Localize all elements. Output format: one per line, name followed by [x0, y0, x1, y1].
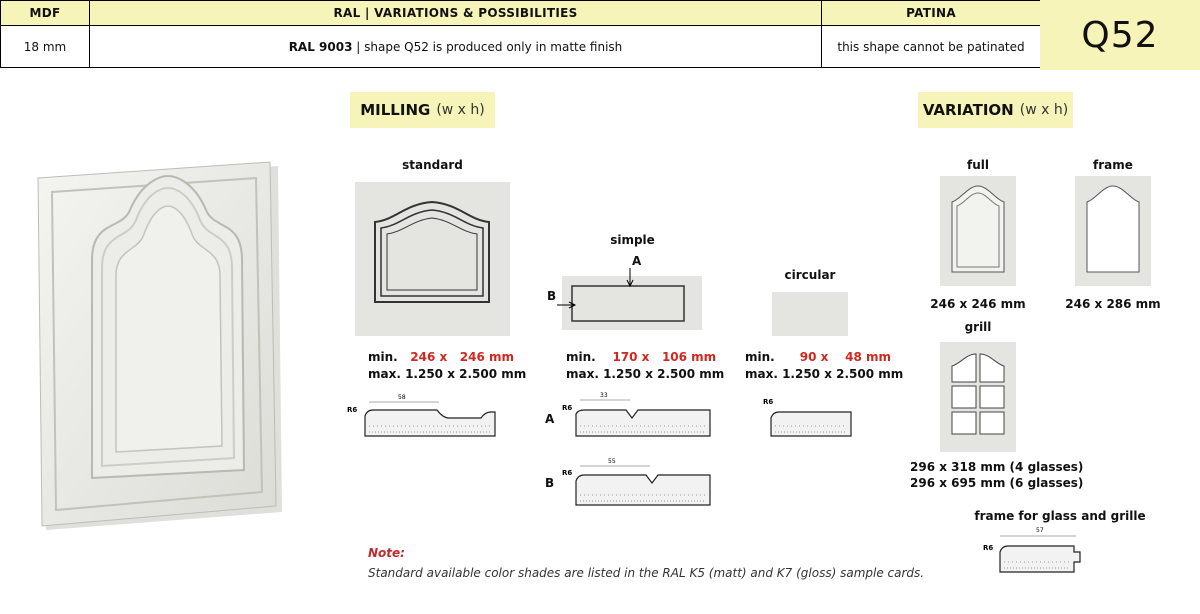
standard-shape-icon	[355, 182, 510, 336]
standard-min-label: min.	[368, 350, 398, 364]
standard-sizes	[368, 349, 526, 383]
simple-profile-b	[560, 455, 720, 510]
note-text: Standard available color shades are listed in the RAL K5 (matt) and K7 (gloss) sample cards.	[368, 566, 925, 580]
header-mdf	[0, 0, 90, 26]
simple-profile-b-r: R6	[562, 469, 573, 477]
standard-caption: standard	[402, 158, 463, 172]
ral-title: RAL | VARIATIONS & POSSIBILITIES	[333, 6, 578, 20]
milling-dim: (w x h)	[436, 102, 485, 118]
variation-label	[918, 92, 1073, 128]
circular-profile-r: R6	[763, 398, 774, 406]
circular-preview	[772, 292, 848, 336]
frame-glass-profile-dim: 57	[1036, 527, 1044, 534]
door-illustration	[30, 160, 300, 540]
grill-sizes	[910, 459, 1083, 491]
standard-profile-dim: 58	[398, 394, 406, 401]
arrow-b-icon	[555, 297, 577, 313]
simple-min-w: 170 x	[612, 350, 650, 364]
simple-marker-b: B	[547, 289, 557, 303]
thickness-cell	[0, 25, 90, 68]
circular-caption: circular	[784, 268, 836, 282]
grill-caption: grill	[964, 320, 992, 334]
circular-min-h: 48 mm	[845, 350, 892, 364]
circular-min-w: 90 x	[799, 350, 829, 364]
simple-profile-a-label: A	[545, 412, 555, 426]
frame-preview	[1075, 176, 1151, 286]
simple-profile-a	[560, 388, 720, 440]
simple-max: max. 1.250 x 2.500 mm	[566, 367, 725, 381]
simple-sizes	[566, 349, 724, 383]
standard-max: max. 1.250 x 2.500 mm	[368, 367, 527, 381]
full-shape-icon	[940, 176, 1016, 286]
simple-min-label: min.	[566, 350, 596, 364]
mdf-title: MDF	[29, 6, 61, 20]
milling-title: MILLING	[360, 101, 431, 119]
ral-cell	[89, 25, 822, 68]
frame-glass-caption: frame for glass and grille	[974, 509, 1146, 523]
circular-sizes	[745, 349, 903, 383]
ral-description: | shape Q52 is produced only in matte finish	[352, 39, 623, 54]
standard-min-w: 246 x	[410, 350, 448, 364]
grill-preview	[940, 342, 1016, 452]
standard-profile-r: R6	[347, 406, 358, 414]
frame-shape-icon	[1075, 176, 1151, 286]
standard-preview	[355, 182, 510, 336]
variation-title: VARIATION	[922, 101, 1014, 119]
grill-shape-icon	[940, 342, 1016, 452]
simple-profile-a-dim: 33	[600, 392, 608, 399]
frame-caption: frame	[1093, 158, 1133, 172]
standard-min-h: 246 mm	[459, 350, 515, 364]
simple-caption: simple	[610, 233, 655, 247]
full-preview	[940, 176, 1016, 286]
arrow-a-icon	[622, 266, 638, 288]
ral-code: RAL 9003	[288, 39, 353, 54]
frame-size: 246 x 286 mm	[1065, 297, 1161, 311]
patina-value: this shape cannot be patinated	[837, 39, 1025, 54]
standard-min-row	[368, 349, 526, 366]
simple-marker-a: A	[632, 254, 642, 268]
circular-max: max. 1.250 x 2.500 mm	[745, 367, 904, 381]
simple-min-h: 106 mm	[661, 350, 717, 364]
variation-dim: (w x h)	[1019, 102, 1069, 118]
simple-min-row	[566, 349, 724, 366]
milling-label	[350, 92, 495, 128]
simple-profile-a-r: R6	[562, 404, 573, 412]
grill-size-6: 296 x 695 mm (6 glasses)	[910, 476, 1084, 490]
full-size: 246 x 246 mm	[930, 297, 1026, 311]
full-caption: full	[967, 158, 989, 172]
simple-profile-b-dim: 55	[608, 458, 616, 465]
simple-profile-b-label: B	[545, 476, 555, 490]
thickness-value: 18 mm	[23, 39, 67, 54]
frame-glass-profile-r: R6	[983, 544, 994, 552]
frame-glass-profile	[980, 522, 1090, 577]
note-title: Note:	[368, 546, 405, 560]
header-patina	[821, 0, 1041, 26]
standard-profile	[345, 390, 505, 440]
shape-code-box	[1040, 0, 1200, 70]
grill-size-4: 296 x 318 mm (4 glasses)	[910, 460, 1084, 474]
circular-min-label: min.	[745, 350, 775, 364]
circular-min-row	[745, 349, 903, 366]
patina-cell	[821, 25, 1041, 68]
patina-title: PATINA	[906, 6, 956, 20]
header-ral	[89, 0, 822, 26]
shape-code: Q52	[1081, 14, 1159, 56]
circular-profile	[755, 392, 860, 440]
